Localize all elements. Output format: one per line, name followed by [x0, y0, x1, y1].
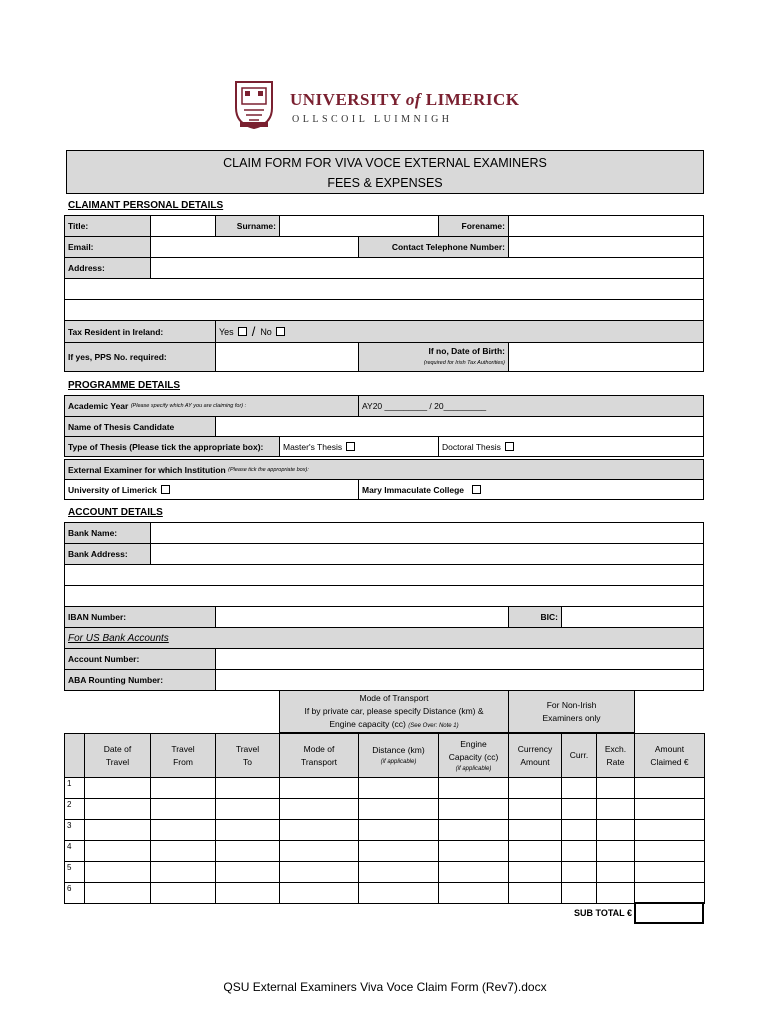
- exchange-rate-cell[interactable]: [596, 798, 635, 820]
- iban-label: IBAN Number:: [64, 606, 216, 628]
- mode-of-transport-cell[interactable]: [279, 777, 359, 799]
- amount-claimed-header-l2: Claimed €: [650, 756, 689, 767]
- tax-resident-options: [215, 320, 704, 343]
- ul-label: University of Limerick: [68, 484, 157, 495]
- date-of-travel-cell[interactable]: [84, 777, 151, 799]
- travel-to-header: [215, 733, 280, 778]
- travel-from-header-l2: From: [173, 756, 193, 767]
- candidate-label: Name of Thesis Candidate: [64, 416, 216, 437]
- currency-cell[interactable]: [561, 777, 597, 799]
- currency-cell[interactable]: [561, 798, 597, 820]
- mode-of-transport-cell[interactable]: [279, 861, 359, 883]
- travel-to-cell[interactable]: [215, 777, 280, 799]
- bank-name-field[interactable]: [150, 522, 704, 544]
- institution-text: External Examiner for which Institution: [68, 464, 226, 475]
- yes-no-slash: /: [251, 324, 256, 339]
- date-of-travel-cell[interactable]: [84, 840, 151, 862]
- engine-capacity-header-l2: Capacity (cc): [448, 751, 499, 762]
- currency-cell[interactable]: [561, 861, 597, 883]
- row-number: 3: [64, 819, 85, 841]
- currency-header: [561, 733, 597, 778]
- engine-capacity-cell[interactable]: [438, 882, 509, 904]
- travel-to-cell[interactable]: [215, 882, 280, 904]
- mode-of-transport-header: [279, 733, 359, 778]
- exchange-rate-cell[interactable]: [596, 777, 635, 799]
- exchange-rate-header-l1: Exch.: [604, 743, 627, 754]
- account-number-field[interactable]: [215, 648, 704, 670]
- currency-amount-cell[interactable]: [508, 777, 562, 799]
- no-checkbox[interactable]: [276, 327, 285, 336]
- document-footer: QSU External Examiners Viva Voce Claim Form (Rev7).docx: [223, 980, 547, 994]
- mode-header-note: (See Over: Note 1): [408, 723, 459, 729]
- ul-checkbox[interactable]: [161, 485, 170, 494]
- engine-capacity-header-l1: Engine: [460, 738, 487, 749]
- exchange-rate-cell[interactable]: [596, 861, 635, 883]
- engine-capacity-cell[interactable]: [438, 861, 509, 883]
- mic-option: [358, 479, 704, 500]
- date-of-travel-header-l2: Travel: [105, 756, 130, 767]
- mode-of-transport-header-l1: Mode of: [303, 743, 335, 754]
- travel-to-cell[interactable]: [215, 819, 280, 841]
- dob-label: If no, Date of Birth:: [428, 346, 505, 356]
- travel-to-header-l2: To: [243, 756, 252, 767]
- date-of-travel-cell[interactable]: [84, 819, 151, 841]
- currency-cell[interactable]: [561, 819, 597, 841]
- bank-address-field-1[interactable]: [150, 543, 704, 565]
- currency-cell[interactable]: [561, 882, 597, 904]
- doctoral-checkbox[interactable]: [505, 442, 514, 451]
- yes-label: Yes: [219, 326, 234, 337]
- currency-amount-cell[interactable]: [508, 861, 562, 883]
- academic-year-text: Academic Year: [68, 401, 129, 411]
- travel-from-cell[interactable]: [150, 861, 216, 883]
- currency-amount-cell[interactable]: [508, 819, 562, 841]
- personal-details-heading: CLAIMANT PERSONAL DETAILS: [68, 200, 224, 211]
- institution-label: [64, 459, 704, 480]
- exchange-rate-header: [596, 733, 635, 778]
- dob-label-cell: [358, 342, 509, 372]
- distance-cell[interactable]: [358, 819, 439, 841]
- mode-header-line2: If by private car, please specify Distance (km) &: [304, 706, 484, 716]
- amount-claimed-header-l1: Amount: [654, 743, 685, 754]
- non-irish-line2: Examiners only: [542, 712, 601, 723]
- bic-field[interactable]: [561, 606, 704, 628]
- mic-checkbox[interactable]: [472, 485, 481, 494]
- forename-field[interactable]: [508, 215, 704, 237]
- programme-details-heading: PROGRAMME DETAILS: [68, 380, 181, 391]
- currency-cell[interactable]: [561, 840, 597, 862]
- bank-address-field-3[interactable]: [64, 585, 704, 607]
- university-logo: [232, 78, 532, 130]
- candidate-field[interactable]: [215, 416, 704, 437]
- mode-of-transport-cell[interactable]: [279, 798, 359, 820]
- travel-from-header: [150, 733, 216, 778]
- row-number: 1: [64, 777, 85, 799]
- engine-capacity-cell[interactable]: [438, 777, 509, 799]
- bic-label: BIC:: [508, 606, 562, 628]
- academic-year-label: [64, 395, 359, 417]
- address-label: Address:: [64, 257, 151, 279]
- engine-capacity-header-note: (if applicable): [455, 765, 492, 772]
- masters-checkbox[interactable]: [346, 442, 355, 451]
- academic-year-field[interactable]: AY20 _________ / 20_________: [358, 395, 704, 417]
- travel-to-cell[interactable]: [215, 798, 280, 820]
- distance-cell[interactable]: [358, 861, 439, 883]
- logo-university-text: UNIVERSITY of LIMERICK: [290, 90, 520, 109]
- currency-amount-cell[interactable]: [508, 882, 562, 904]
- subtotal-field[interactable]: [634, 902, 704, 924]
- mic-label: Mary Immaculate College: [362, 484, 465, 495]
- surname-field[interactable]: [279, 215, 439, 237]
- masters-label: Master's Thesis: [283, 441, 343, 452]
- travel-from-cell[interactable]: [150, 777, 216, 799]
- thesis-type-label: Type of Thesis (Please tick the appropriate box):: [64, 436, 280, 457]
- travel-to-cell[interactable]: [215, 861, 280, 883]
- logo-irish-text: OLLSCOIL LUIMNIGH: [292, 114, 453, 125]
- phone-label: Contact Telephone Number:: [358, 236, 509, 258]
- currency-amount-header-l2: Amount: [520, 756, 550, 767]
- bank-address-field-2[interactable]: [64, 564, 704, 586]
- form-title-line1: CLAIM FORM FOR VIVA VOCE EXTERNAL EXAMINERS: [223, 156, 547, 170]
- distance-cell[interactable]: [358, 798, 439, 820]
- row-number: 2: [64, 798, 85, 820]
- engine-capacity-header: [438, 733, 509, 778]
- pps-field[interactable]: [215, 342, 359, 372]
- travel-to-cell[interactable]: [215, 840, 280, 862]
- tax-resident-label: Tax Resident in Ireland:: [64, 320, 216, 343]
- engine-capacity-cell[interactable]: [438, 819, 509, 841]
- travel-from-cell[interactable]: [150, 819, 216, 841]
- amount-claimed-cell[interactable]: [634, 798, 705, 820]
- currency-amount-cell[interactable]: [508, 798, 562, 820]
- ul-option: [64, 479, 359, 500]
- dob-field[interactable]: [508, 342, 704, 372]
- currency-amount-cell[interactable]: [508, 840, 562, 862]
- exchange-rate-cell[interactable]: [596, 819, 635, 841]
- travel-from-header-l1: Travel: [171, 743, 195, 754]
- aba-field[interactable]: [215, 669, 704, 691]
- amount-claimed-cell[interactable]: [634, 819, 705, 841]
- distance-header-l1: Distance (km): [372, 745, 425, 755]
- distance-cell[interactable]: [358, 840, 439, 862]
- distance-header-note: (if applicable): [380, 759, 417, 765]
- institution-note: (Please tick the appropriate box):: [228, 466, 309, 473]
- bank-address-label: Bank Address:: [64, 543, 151, 565]
- amount-claimed-cell[interactable]: [634, 840, 705, 862]
- dob-note: (required for Irish Tax Authorities): [423, 360, 505, 366]
- form-title: [66, 150, 704, 194]
- email-field[interactable]: [150, 236, 359, 258]
- phone-field[interactable]: [508, 236, 704, 258]
- engine-capacity-cell[interactable]: [438, 840, 509, 862]
- amount-claimed-header: [634, 733, 705, 778]
- travel-from-cell[interactable]: [150, 840, 216, 862]
- exchange-rate-header-l2: Rate: [606, 756, 625, 767]
- doctoral-label: Doctoral Thesis: [442, 441, 501, 452]
- subtotal-label: SUB TOTAL €: [573, 908, 632, 918]
- title-field[interactable]: [150, 215, 216, 237]
- address-field-2[interactable]: [64, 278, 704, 300]
- row-number: 5: [64, 861, 85, 883]
- amount-claimed-cell[interactable]: [634, 777, 705, 799]
- masters-option: [279, 436, 439, 457]
- crest-icon: [232, 78, 276, 130]
- date-of-travel-header: [84, 733, 151, 778]
- mode-of-transport-cell[interactable]: [279, 840, 359, 862]
- pps-label: If yes, PPS No. required:: [64, 342, 216, 372]
- aba-label: ABA Rounting Number:: [64, 669, 216, 691]
- mode-header-line3: Engine capacity (cc): [329, 719, 406, 729]
- account-number-label: Account Number:: [64, 648, 216, 670]
- no-label: No: [260, 326, 272, 337]
- bank-name-label: Bank Name:: [64, 522, 151, 544]
- currency-amount-header: [508, 733, 562, 778]
- currency-header-l1: Curr.: [569, 750, 589, 760]
- amount-claimed-cell[interactable]: [634, 861, 705, 883]
- row-number: 4: [64, 840, 85, 862]
- travel-from-cell[interactable]: [150, 798, 216, 820]
- distance-header: [358, 733, 439, 778]
- non-irish-header: [508, 690, 635, 733]
- doctoral-option: [438, 436, 704, 457]
- forename-label: Forename:: [438, 215, 509, 237]
- mode-of-transport-cell[interactable]: [279, 819, 359, 841]
- travel-to-header-l1: Travel: [235, 743, 260, 754]
- currency-amount-header-l1: Currency: [517, 743, 553, 754]
- yes-checkbox[interactable]: [238, 327, 247, 336]
- email-label: Email:: [64, 236, 151, 258]
- date-of-travel-header-l1: Date of: [103, 743, 132, 754]
- date-of-travel-cell[interactable]: [84, 882, 151, 904]
- row-number-header: [64, 733, 85, 778]
- travel-from-cell[interactable]: [150, 882, 216, 904]
- amount-claimed-cell[interactable]: [634, 882, 705, 904]
- row-number: 6: [64, 882, 85, 904]
- us-bank-heading: For US Bank Accounts: [64, 627, 704, 649]
- date-of-travel-cell[interactable]: [84, 798, 151, 820]
- iban-field[interactable]: [215, 606, 509, 628]
- non-irish-line1: For Non-Irish: [546, 699, 597, 710]
- mode-of-transport-cell[interactable]: [279, 882, 359, 904]
- academic-year-note: (Please specify which AY you are claiming for) :: [130, 403, 247, 409]
- address-field-3[interactable]: [64, 299, 704, 321]
- distance-cell[interactable]: [358, 882, 439, 904]
- surname-label: Surname:: [215, 215, 280, 237]
- exchange-rate-cell[interactable]: [596, 882, 635, 904]
- form-title-line2: FEES & EXPENSES: [327, 176, 443, 190]
- address-field-1[interactable]: [150, 257, 704, 279]
- mode-of-transport-header-l2: Transport: [300, 756, 338, 767]
- account-details-heading: ACCOUNT DETAILS: [68, 507, 163, 518]
- mode-transport-header: [279, 690, 509, 733]
- exchange-rate-cell[interactable]: [596, 840, 635, 862]
- title-label: Title:: [64, 215, 151, 237]
- mode-header-line1: Mode of Transport: [359, 693, 429, 703]
- distance-cell[interactable]: [358, 777, 439, 799]
- date-of-travel-cell[interactable]: [84, 861, 151, 883]
- engine-capacity-cell[interactable]: [438, 798, 509, 820]
